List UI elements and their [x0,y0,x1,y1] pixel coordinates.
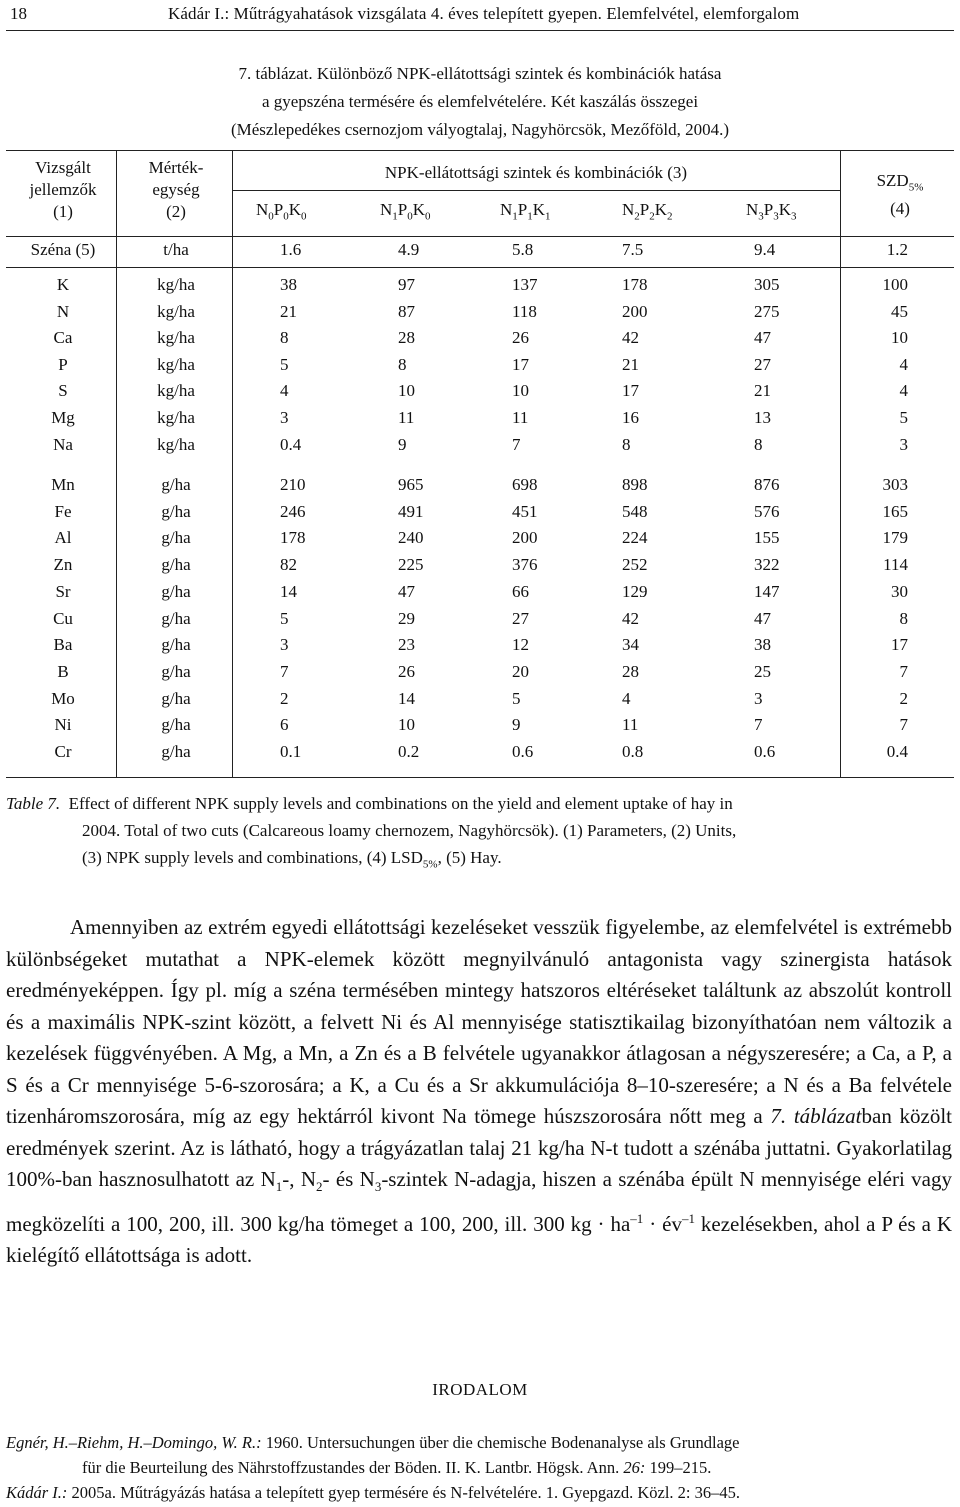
lsd-value: 4 [899,354,908,374]
lsd-value: 0.4 [886,742,908,761]
cell-value: 7 [512,434,521,454]
cell-value: 11 [622,715,639,735]
running-title: Kádár I.: Műtrágyahatások vizsgálata 4. éves telepített gyepen. Elemfelvétel, elemforgalom [168,4,800,23]
cell-value: 3 [754,688,763,708]
npk-column-header [746,200,797,222]
cell-value: 155 [754,528,780,548]
lsd-value: 1.2 [886,240,908,259]
cell-value: 11 [398,408,415,427]
body-italic: 7. táblázat [770,1104,862,1128]
cell-value: 6 [280,715,289,735]
cell-value: 225 [398,555,424,575]
row-parameter: Na [53,434,73,454]
cell-value: 9 [512,715,521,735]
reference-text: 2005a. Műtrágyázás hatása a telepített gyep termésére és N-felvételére. 1. Gyepgazd. Közl. 2: 36–45. [67,1483,740,1502]
npk-level: 0 [407,210,413,223]
lsd-value: 7 [899,715,908,735]
lsd-value: 2 [899,688,908,708]
lsd-value: 303 [882,475,908,494]
cell-value: 17 [512,354,529,374]
npk-letter: N [622,200,635,219]
npk-level: 0 [268,210,274,223]
row-unit: g/ha [161,608,191,628]
table-row [0,502,960,529]
cell-value: 0.6 [512,742,534,761]
caption-en-line [6,844,954,878]
row-parameter: Ba [53,635,73,655]
body-sub: 3 [374,1179,382,1195]
cell-value: 491 [398,501,424,521]
row-unit: g/ha [161,475,191,494]
lsd-value: 114 [883,555,908,575]
cell-value: 898 [622,475,648,494]
npk-level: 1 [512,210,518,223]
table-row [0,275,960,302]
cell-value: 876 [754,475,780,494]
table-bottom-rule [6,777,954,778]
running-header [6,0,954,31]
npk-letter: K [288,200,302,219]
row-unit: kg/ha [157,301,195,321]
header-text: jellemzők [29,180,97,199]
cell-value: 8 [280,328,289,348]
cell-value: 47 [754,608,771,628]
cell-value: 20 [512,661,529,681]
reference-item [6,1430,954,1480]
cell-value: 16 [622,408,639,427]
row-unit: g/ha [161,555,191,575]
header-text: (2) [166,202,186,221]
table-row [0,408,960,435]
body-text: kezelésekben, ahol a P és a K kielégítő ellátottsága is adott. [6,1211,952,1268]
lsd-value: 100 [882,275,908,294]
table-row [0,435,960,462]
lsd-value: 8 [899,608,908,628]
cell-value: 240 [398,528,424,548]
npk-level: 0 [425,210,431,223]
npk-column-header [500,200,551,222]
row-parameter: P [58,354,68,374]
row-parameter: Széna (5) [30,240,96,259]
npk-letter: N [256,200,269,219]
cell-value: 82 [280,555,297,575]
cell-value: 5 [512,688,521,708]
cell-value: 200 [512,528,538,548]
npk-letter: P [397,200,408,219]
cell-value: 147 [754,581,780,601]
row-unit: t/ha [163,240,189,259]
cell-value: 178 [622,275,648,294]
row-parameter: N [56,301,70,321]
row-parameter: Sr [55,581,71,601]
cell-value: 34 [622,635,639,655]
row-parameter: S [58,381,68,401]
reference-text: 1960. Untersuchungen über die chemische Bodenanalyse als Grundlage [261,1433,740,1452]
caption-en-text: (3) NPK supply levels and combinations, (4) LSD [82,848,423,867]
cell-value: 47 [398,581,415,601]
cell-value: 5.8 [512,240,534,259]
reference-volume: 26: [623,1458,646,1477]
row-unit: g/ha [161,688,191,708]
npk-level: 1 [527,210,533,223]
row-unit: g/ha [161,581,191,601]
table-row [0,475,960,502]
cell-value: 47 [754,328,771,348]
caption-en-line: Effect of different NPK supply levels and combinations on the yield and element uptake of hay in [68,794,733,813]
row-parameter: Ca [53,328,73,348]
row-parameter: Fe [54,501,72,521]
cell-value: 42 [622,608,639,628]
row-unit: g/ha [161,715,191,735]
cell-value: 27 [512,608,529,628]
table-row [0,689,960,716]
body-sub: 1 [275,1179,283,1195]
cell-value: 322 [754,555,780,575]
table-row-hay [0,240,960,267]
cell-value: 2 [280,688,289,708]
body-text: -szintek N-adagja, hiszen a szénába épült N mennyisége eléri vagy megközelíti a 100, 200, ill. 300 kg/ha tömeget a 100, 200, ill. 300 kg · ha [6,1167,952,1236]
cell-value: 698 [512,475,538,494]
cell-value: 42 [622,328,639,348]
cell-value: 14 [280,581,297,601]
cell-value: 451 [512,501,538,521]
npk-letter: N [746,200,759,219]
cell-value: 23 [398,635,415,655]
hay-row-rule [6,267,954,268]
cell-value: 28 [398,328,415,348]
caption-en-line: 2004. Total of two cuts (Calcareous loamy chernozem, Nagyhörcsök). (1) Parameters, (2) Units, [82,821,737,840]
row-parameter: Mn [51,475,75,494]
cell-value: 0.1 [280,742,302,761]
npk-column-header [256,200,307,222]
body-sup: –1 [681,1210,695,1226]
cell-value: 38 [754,635,771,655]
npk-level: 2 [634,210,640,223]
cell-value: 26 [512,328,529,348]
body-sup: –1 [630,1210,644,1226]
table-row [0,715,960,742]
header-text: (4) [890,199,910,219]
header-text: egység [152,180,200,199]
cell-value: 4 [280,381,289,401]
cell-value: 28 [622,661,639,681]
npk-letter: K [532,200,546,219]
row-parameter: Ni [54,715,72,735]
row-unit: kg/ha [157,354,195,374]
row-parameter: Mo [51,688,75,708]
caption-hu-line: (Mészlepedékes csernozjom vályogtalaj, Nagyhörcsök, Mezőföld, 2004.) [230,120,730,139]
lsd-value: 17 [891,635,908,655]
npk-letter: N [500,200,513,219]
cell-value: 5 [280,608,289,628]
table-caption-en [6,790,954,878]
cell-value: 97 [398,275,415,294]
reference-text: 199–215. [645,1458,712,1477]
caption-en-sub: 5% [422,858,438,871]
cell-value: 178 [280,528,306,548]
cell-value: 376 [512,555,538,575]
row-parameter: Cu [53,608,73,628]
npk-letter: P [763,200,774,219]
cell-value: 0.4 [280,434,302,454]
table-row [0,381,960,408]
header-text: Vizsgált [35,158,91,177]
npk-column-header [622,200,673,222]
npk-level: 3 [791,210,797,223]
npk-letter: N [380,200,393,219]
cell-value: 0.6 [754,742,776,761]
header-text [846,170,954,198]
header-parameters [10,157,116,223]
npk-letter: P [639,200,650,219]
row-unit: kg/ha [157,408,195,427]
lsd-sub: 5% [908,181,924,194]
row-unit: kg/ha [157,275,195,294]
cell-value: 4 [622,688,631,708]
npk-group-rule [232,190,840,191]
row-unit: g/ha [161,635,191,655]
cell-value: 8 [398,354,407,374]
cell-value: 21 [754,381,771,401]
lsd-value: 179 [882,528,908,548]
cell-value: 17 [622,381,639,401]
table-row [0,662,960,689]
cell-value: 4.9 [398,240,420,259]
npk-letter: K [412,200,426,219]
npk-letter: P [517,200,528,219]
cell-value: 252 [622,555,648,575]
cell-value: 965 [398,475,424,494]
npk-column-header [380,200,431,222]
caption-hu-line: a gyepszéna termésére és elemfelvételére. Két kaszálás összegei [261,92,699,111]
cell-value: 21 [280,301,297,321]
header-units [120,157,232,223]
lsd-label: SZD [876,171,909,190]
cell-value: 275 [754,301,780,321]
npk-level: 1 [545,210,551,223]
cell-value: 29 [398,608,415,628]
row-parameter: Zn [53,555,73,575]
lsd-value: 165 [882,501,908,521]
body-text: ban közölt eredmények szerint. Az is látható, hogy a trágyázatlan talaj 21 kg/ha N-t tudott a szénába juttatni. Gyakorlatilag 100%-ban hasznosulhatott az N [6,1104,952,1191]
cell-value: 0.2 [398,742,420,761]
row-parameter: K [56,275,70,294]
cell-value: 0.8 [622,742,644,761]
npk-level: 0 [301,210,307,223]
row-parameter: Mg [51,408,75,427]
table-row [0,328,960,355]
table-top-rule [6,150,954,151]
cell-value: 246 [280,501,306,521]
header-text: Mérték- [148,158,204,177]
reference-authors: Egnér, H.–Riehm, H.–Domingo, W. R.: [6,1433,262,1452]
lsd-value: 4 [899,381,908,401]
cell-value: 10 [398,381,415,401]
cell-value: 66 [512,581,529,601]
reference-continuation [6,1455,954,1480]
lsd-value: 45 [891,301,908,321]
cell-value: 25 [754,661,771,681]
header-lsd [846,170,954,220]
cell-value: 9 [398,434,407,454]
cell-value: 118 [512,301,537,321]
cell-value: 200 [622,301,648,321]
body-text: -, N [282,1167,316,1191]
table-caption-hu [0,60,960,144]
npk-letter: P [273,200,284,219]
row-parameter: B [57,661,69,681]
cell-value: 8 [754,434,763,454]
npk-level: 1 [392,210,398,223]
cell-value: 137 [512,275,538,294]
cell-value: 576 [754,501,780,521]
body-text: · év [643,1211,682,1236]
cell-value: 7 [754,715,763,735]
caption-en-label: Table 7. [6,794,61,813]
cell-value: 1.6 [280,240,302,259]
row-unit: kg/ha [157,328,195,348]
reference-text: für die Beurteilung des Nährstoffzustandes der Böden. II. K. Lantbr. Högsk. Ann. [82,1458,624,1477]
cell-value: 7.5 [622,240,644,259]
cell-value: 3 [280,635,289,655]
cell-value: 26 [398,661,415,681]
cell-value: 10 [512,381,529,401]
cell-value: 27 [754,354,771,374]
table-row [0,635,960,662]
table-row [0,355,960,382]
cell-value: 224 [622,528,648,548]
npk-level: 3 [773,210,779,223]
npk-level: 2 [649,210,655,223]
cell-value: 13 [754,408,771,427]
npk-level: 3 [758,210,764,223]
lsd-value: 10 [891,328,908,348]
body-sub: 2 [316,1179,323,1195]
header-text: (1) [53,202,73,221]
caption-hu-line: 7. táblázat. Különböző NPK-ellátottsági szintek és kombinációk hatása [238,64,722,83]
npk-level: 2 [667,210,673,223]
table-row [0,528,960,555]
npk-letter: K [654,200,668,219]
row-unit: g/ha [161,661,191,681]
lsd-value: 3 [899,434,908,454]
table-row [0,302,960,329]
body-paragraph [6,912,952,1272]
reference-item [6,1480,954,1505]
cell-value: 305 [754,275,780,294]
body-text: - és N [322,1167,375,1191]
lsd-value: 5 [899,408,908,427]
cell-value: 38 [280,275,297,294]
cell-value: 87 [398,301,415,321]
caption-en-text: , (5) Hay. [437,848,502,867]
cell-value: 7 [280,661,289,681]
cell-value: 10 [398,715,415,735]
reference-authors: Kádár I.: [6,1483,68,1502]
body-text: Amennyiben az extrém egyedi ellátottsági kezeléseket vesszük figyelembe, az elemfelvétel is extrémebb különbségeket mutathat a NPK-elemek között megnyilvánuló antagonista vagy szinergista hatások eredményeképpen. Így pl. míg a széna termésében mintegy hatszoros eltéréseket találtunk az abszolút kontroll és a maximális NPK-szint között, a felvett Ni és Al mennyisége statisztikailag bizonyíthatóan nem változik a kezelések függvényében. A Mg, a Mn, a Zn és a B felvétele ugyanakkor átlagosan a négyszeresére; a Ca, a P, a S és a Cr mennyisége 5-6-szorosára; a K, a Cu és a Sr akkumulációja 8–10-szeresére; a N és a Ba felvétele tizenháromszorosára, míg az egy hektárról kivont Na tömege húszszorosára nőtt meg a [6,915,952,1128]
row-parameter: Cr [54,742,72,761]
cell-value: 21 [622,354,639,374]
cell-value: 5 [280,354,289,374]
cell-value: 14 [398,688,415,708]
row-unit: g/ha [161,501,191,521]
cell-value: 9.4 [754,240,776,259]
cell-value: 3 [280,408,289,427]
cell-value: 11 [512,408,529,427]
cell-value: 129 [622,581,648,601]
table-row [0,582,960,609]
row-unit: kg/ha [157,381,195,401]
row-unit: g/ha [161,528,191,548]
cell-value: 210 [280,475,306,494]
row-parameter: Al [54,528,72,548]
page-number: 18 [10,4,27,23]
lsd-value: 7 [899,661,908,681]
row-unit: g/ha [161,742,191,761]
table-header-rule [6,236,954,237]
table-row [0,609,960,636]
lsd-value: 30 [891,581,908,601]
npk-level: 0 [283,210,289,223]
npk-letter: K [778,200,792,219]
cell-value: 8 [622,434,631,454]
header-npk-group: NPK-ellátottsági szintek és kombinációk (3) [384,163,688,182]
cell-value: 12 [512,635,529,655]
cell-value: 548 [622,501,648,521]
table-row [0,742,960,769]
references-title: IRODALOM [432,1380,528,1399]
table-row [0,555,960,582]
row-unit: kg/ha [157,434,195,454]
